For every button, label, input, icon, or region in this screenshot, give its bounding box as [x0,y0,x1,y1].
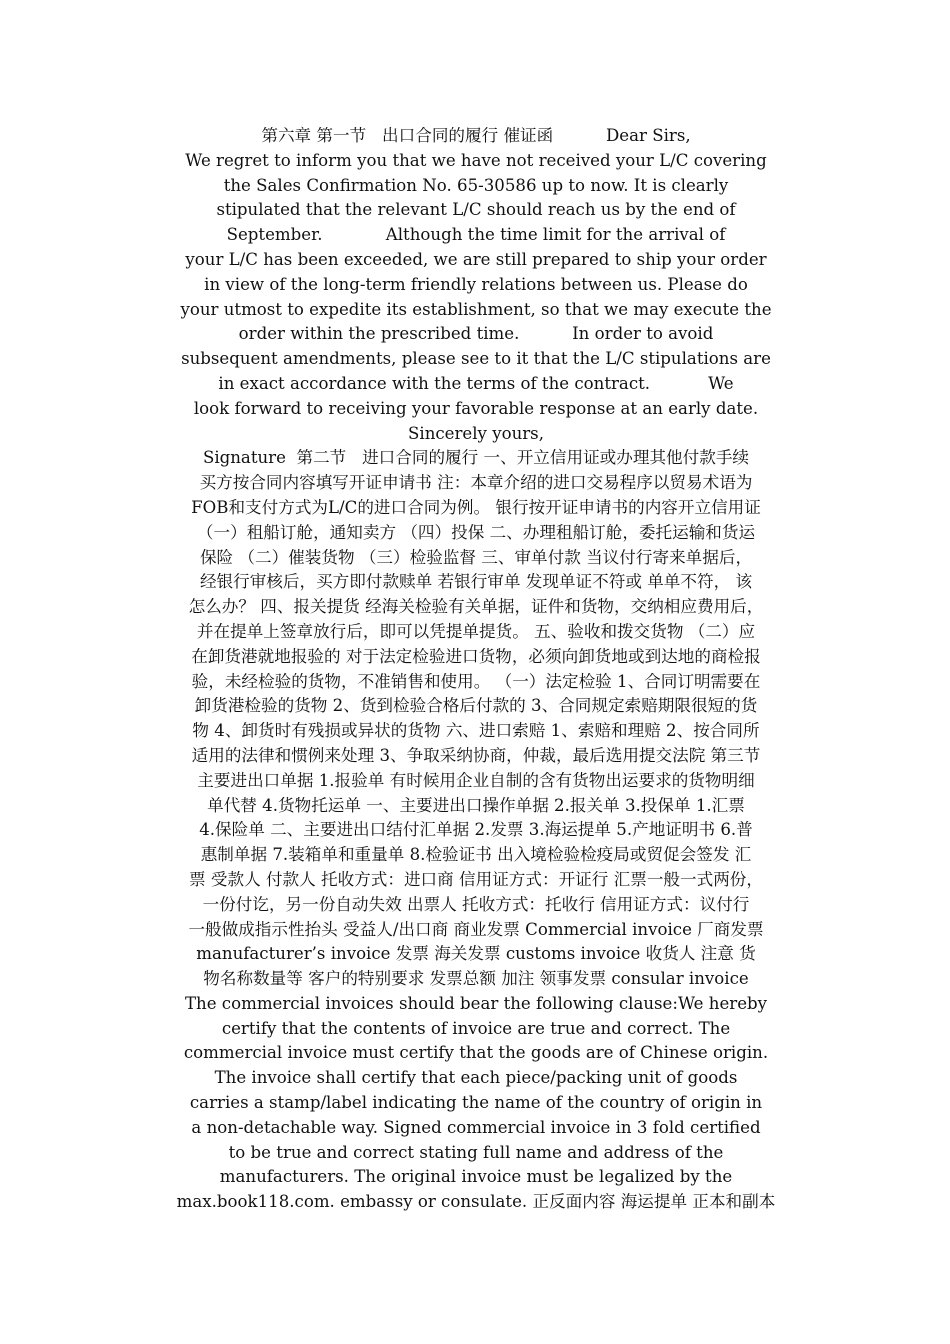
document-body [140,124,812,1215]
text-line: 在卸货港就地报验的 对于法定检验进口货物，必须向卸货地或到达地的商检报 [191,646,761,666]
text-line: carries a stamp/label indicating the name of the country of origin in [189,1093,763,1113]
text-line: 买方按合同内容填写开证申请书 注：本章介绍的进口交易程序以贸易术语为 [199,473,753,493]
text-line: your L/C has been exceeded, we are still prepared to ship your order [185,249,767,269]
text-line: 物 4、卸货时有残损或异状的货物 六、进口索赔 1、索赔和理赔 2、按合同所 [192,721,760,741]
text-line: 票 受款人 付款人 托收方式：进口商 信用证方式：开证行 汇票一般一式两份， [189,869,763,889]
text-line: 一份付讫，另一份自动失效 出票人 托收方式：托收行 信用证方式：议付行 [202,894,750,914]
text-line: 惠制单据 7.装箱单和重量单 8.检验证书 出入境检验检疫局或贸促会签发 汇 [200,845,752,865]
text-line: the Sales Confirmation No. 65-30586 up to now. It is clearly [223,175,729,195]
text-line: 怎么办？ 四、报关提货 经海关检验有关单据，证件和货物，交纳相应费用后， [188,597,764,617]
text-line: Signature 第二节 进口合同的履行 一、开立信用证或办理其他付款手续 [202,448,750,468]
text-line: 物名称数量等 客户的特别要求 发票总额 加注 领事发票 consular invoice [203,969,749,989]
text-line: a non-detachable way. Signed commercial invoice in 3 fold certified [191,1117,761,1137]
text-line: max.book118.com. embassy or consulate. 正反面内容 海运提单 正本和副本 [176,1192,776,1212]
text-line: We regret to inform you that we have not received your L/C covering [185,150,767,170]
text-line: The commercial invoices should bear the following clause:We hereby [184,993,768,1013]
text-line: September. Although the time limit for the arrival of [226,225,726,245]
text-line: commercial invoice must certify that the goods are of Chinese origin. [183,1043,769,1063]
text-line: your utmost to expedite its establishment, so that we may execute the [180,299,772,319]
text-line: stipulated that the relevant L/C should reach us by the end of [216,200,736,220]
text-line: order within the prescribed time. In order to avoid [238,324,714,344]
text-line: 并在提单上签章放行后，即可以凭提单提货。 五、验收和拨交货物 （二）应 [196,621,756,641]
text-line: 卸货港检验的货物 2、货到检验合格后付款的 3、合同规定索赔期限很短的货 [194,696,758,716]
text-line: FOB和支付方式为L/C的进口合同为例。 银行按开证申请书的内容开立信用证 [191,497,761,517]
text-line: in view of the long-term friendly relations between us. Please do [204,274,748,294]
text-line: Sincerely yours, [408,423,544,443]
text-line: in exact accordance with the terms of the contract. We [218,373,734,393]
text-line: （一）租船订舱，通知卖方 （四）投保 二、办理租船订舱，委托运输和货运 [196,522,756,542]
text-line: 适用的法律和惯例来处理 3、争取采纳协商，仲裁，最后选用提交法院 第三节 [191,745,761,765]
text-line: subsequent amendments, please see to it that the L/C stipulations are [181,349,771,369]
text-line: 主要进出口单据 1.报验单 有时候用企业自制的含有货物出运要求的货物明细 [197,770,755,790]
text-line: to be true and correct stating full name and address of the [228,1142,724,1162]
text-line: The invoice shall certify that each piece/packing unit of goods [214,1068,738,1088]
text-line: certify that the contents of invoice are true and correct. The [221,1018,731,1038]
text-line: 4.保险单 二、主要进出口结付汇单据 2.发票 3.海运提单 5.产地证明书 6.普 [199,820,753,840]
text-line: 单代替 4.货物托运单 一、主要进出口操作单据 2.报关单 3.投保单 1.汇票 [207,795,745,815]
text-line: manufacturer’s invoice 发票 海关发票 customs invoice 收货人 注意 货 [196,944,756,964]
text-line: 一般做成指示性抬头 受益人/出口商 商业发票 Commercial invoice 厂商发票 [188,919,764,939]
text-line: 保险 （二）催装货物 （三）检验监督 三、审单付款 当议付行寄来单据后， [199,547,753,567]
text-line: look forward to receiving your favorable response at an early date. [193,398,759,418]
text-line: 经银行审核后，买方即付款赎单 若银行审单 发现单证不符或 单单不符， 该 [199,572,753,592]
text-line: manufacturers. The original invoice must be legalized by the [219,1167,733,1187]
text-line: 第六章 第一节 出口合同的履行 催证函 Dear Sirs, [261,126,691,145]
text-line: 验，未经检验的货物，不准销售和使用。 （一）法定检验 1、合同订明需要在 [191,671,761,691]
